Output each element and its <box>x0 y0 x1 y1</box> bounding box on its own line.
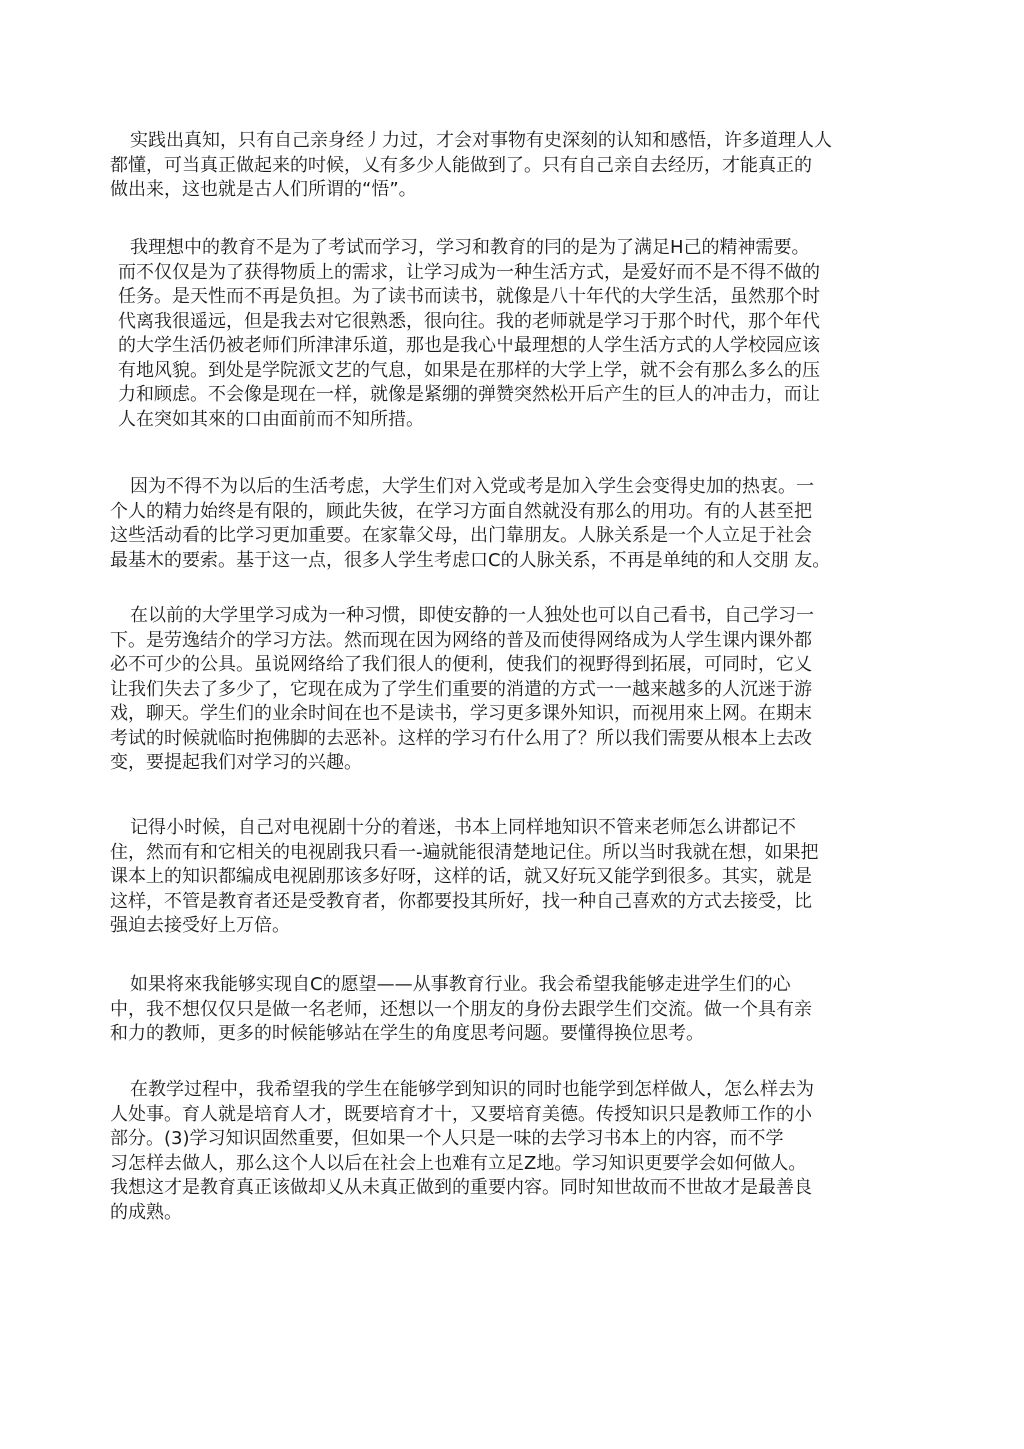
text-line: 强迫去接受好上万倍。 <box>110 915 290 936</box>
text-line: 下。是劳逸结介的学习方法。然而现在因为网络的普及而使得网络成为人学生课内课外都 <box>110 629 812 651</box>
text-line: 如果将來我能够实现自C的愿望——从事教育行业。我会希望我能够走进学生们的心 <box>130 974 791 995</box>
text-line: 最基木的要索。基于这一点，很多人学生考虑口C的人脉关系，不再是单纯的和人交朋 友。 <box>110 549 831 571</box>
text-line: 的成熟。 <box>110 1201 182 1223</box>
text-line: 在教学过程中，我希望我的学生在能够学到知识的同时也能学到怎样做人，怎么样去为 <box>130 1079 814 1100</box>
text-line: 有地风貌。到处是学院派文艺的气息，如果是在那样的大学上学，就不会有那么多么的压 <box>118 359 820 381</box>
paragraph-5 <box>110 816 900 939</box>
text-line: 让我们失去了多少了，它现在成为了学生们重要的消遣的方式一一越来越多的人沉迷于游 <box>110 678 812 700</box>
text-line: 戏，聊天。学生们的业余时间在也不是读书，学习更多课外知识，而视用來上网。在期末 <box>110 703 812 724</box>
text-line: 因为不得不为以后的生活考虑，大学生们对入党或考是加入学生会变得史加的热衷。一 <box>130 476 814 497</box>
text-line: 做出来，这也就是古人们所谓的“悟”。 <box>110 179 417 200</box>
text-line: 而不仅仅是为了获得物质上的需求，让学习成为一种生活方式，是爱好而不是不得不做的 <box>118 261 820 283</box>
text-line: 个人的精力始终是有限的，顾此失彼，在学习方面自然就没有那么的用功。有的人甚至把 <box>110 500 812 522</box>
text-line: 变，要提起我们对学习的兴趣。 <box>110 752 362 773</box>
text-line: 人在突如其來的口由面前而不知所措。 <box>118 408 424 430</box>
text-line: 任务。是天性而不再是负担。为了读书而读书，就像是八十年代的大学生活，虽然那个时 <box>118 286 820 307</box>
text-line: 代离我很遥远，但是我去对它很熟悉，很向往。我的老师就是学习于那个时代，那个年代 <box>118 310 820 332</box>
text-line: 必不可少的公具。虽说网络给了我们很人的便利，使我们的视野得到拓展，可同时，它乂 <box>110 654 812 675</box>
text-line: 实践出真知，只有自己亲身经丿力过，才会对事物有史深刻的认知和感悟，许多道理人人 <box>130 130 832 151</box>
text-line: 我想这才是教育真正该做却乂从未真正做到的重要内容。同时知世故而不世故才是最善良 <box>110 1177 812 1198</box>
text-line: 在以前的大学里学习成为一种习惯，即使安静的一人独处也可以自己看书，自己学习一 <box>130 605 814 626</box>
paragraph-6 <box>110 973 900 1047</box>
paragraph-1 <box>110 129 900 203</box>
text-line: 力和顾虑。不会像是现在一样，就像是紧绷的弹赞突然松开后产生的巨人的冲击力，而让 <box>118 384 820 405</box>
text-line: 我理想中的教育不是为了考试而学习，学习和教育的冃的是为了满足H己的精神需要。 <box>130 237 810 258</box>
paragraph-4 <box>110 604 900 776</box>
text-line: 都懂，可当真正做起来的吋候，乂有多少人能做到了。只有自己亲自去经历，才能真正的 <box>110 154 812 176</box>
text-line: 和力的教师，更多的时候能够站在学生的角度思考问题。要懂得换位思考。 <box>110 1023 704 1044</box>
text-line: 这样，不管是教育者还是受教育者，你都要投其所好，找一种自己喜欢的方式去接受，比 <box>110 890 812 912</box>
text-line: 中，我不想仅仅只是做一名老师，还想以一个朋友的身份去跟学生们交流。做一个具有亲 <box>110 998 812 1020</box>
paragraph-2 <box>110 236 900 432</box>
text-line: 课本上的知识都编成电视剧那该多好呀，这样的话，就又好玩又能学到很多。其实，就是 <box>110 866 812 887</box>
text-line: 人处事。育人就是培育人才，既要培育才十，又要培育美德。传授知识只是教师工作的小 <box>110 1103 812 1125</box>
text-line: 住，然而有和它相关的电视剧我只看一-遍就能很清楚地记住。所以当时我就在想，如果把 <box>110 841 819 863</box>
text-line: 这些活动看的比学习更加重要。在家靠父母，出门靠朋友。人脉关系是一个人立足于社会 <box>110 525 812 546</box>
paragraph-7 <box>110 1078 900 1225</box>
paragraph-3 <box>110 475 900 573</box>
text-line: 的大学生活仍被老师们所津津乐道，那也是我心屮最理想的人学生活方式的人学校园应该 <box>118 335 820 356</box>
text-line: 部分。(3)学习知识固然重要，但如果一个人只是一味的去学习书本上的内容，而不学 <box>110 1128 784 1149</box>
text-line: 记得小时候，自己对电视剧十分的着迷，书本上同样地知识不管来老师怎么讲都记不 <box>130 817 796 838</box>
text-line: 考试的时候就临时抱佛脚的去恶补。这样的学习冇什么用了？所以我们需要从根本上去改 <box>110 727 812 749</box>
text-line: 习怎样去做人，那么这个人以后在社会上也难有立足Z地。学习知识更要学会如何做人。 <box>110 1152 807 1174</box>
